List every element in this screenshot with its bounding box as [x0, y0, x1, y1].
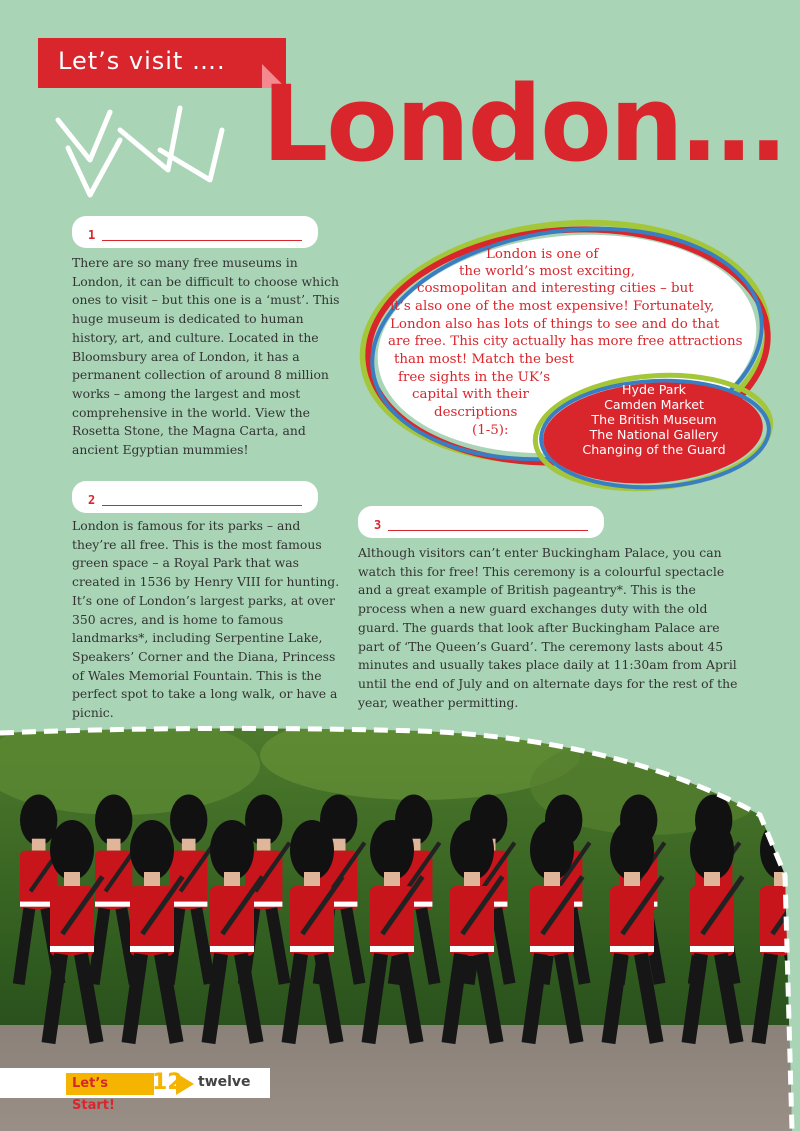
lets-start-badge: Let’s Start!: [66, 1073, 154, 1095]
page-number: 12: [152, 1070, 183, 1095]
option-item: Hyde Park: [622, 382, 686, 397]
intro-line: (1-5):: [472, 423, 509, 438]
header-tab: [38, 38, 286, 88]
intro-line: the world’s most exciting,: [459, 264, 635, 279]
answer-bar-1: [72, 216, 318, 248]
answer-number: 2: [88, 493, 96, 507]
intro-line: descriptions: [434, 405, 518, 420]
header-tab-label: Let’s visit ….: [58, 47, 226, 75]
answer-bar-3: [358, 506, 604, 538]
option-item: The British Museum: [591, 412, 717, 427]
intro-line: free sights in the UK’s: [398, 370, 551, 385]
answer-number: 1: [88, 228, 96, 242]
intro-line: capital with their: [412, 387, 529, 402]
arrows-icon: [50, 100, 230, 210]
answer-line: [388, 530, 588, 531]
answer-line: [102, 505, 302, 506]
page-flag-icon: [176, 1073, 194, 1095]
intro-line: London is one of: [486, 247, 599, 262]
intro-line: cosmopolitan and interesting cities – but: [417, 281, 694, 296]
section-2-text: London is famous for its parks – and they’re all free. This is the most famous green space – a Royal Park that was created in 1536 by Henry VIII for hunting. It’s one of London’s largest parks, at over 350 acres, and is home to famous landmarks*, including Serpentine Lake, Speakers’ Corner and the Diana, Princess of Wales Memorial Fountain. This is the perfect spot to take a long walk, or have a picnic.: [72, 518, 340, 721]
section-1-text: There are so many free museums in London, it can be difficult to choose which ones to visit – but this one is a ‘must’. This huge museum is dedicated to human history, art, and culture. Located in the Bloomsbury area of London, it has a permanent collection of around 8 million works – among the largest and most comprehensive in the world. View the Rosetta Stone, the Magna Carta, and ancient Egyptian mummies!: [72, 255, 340, 458]
option-item: Camden Market: [604, 397, 704, 412]
section-3-text: Although visitors can’t enter Buckingham Palace, you can watch this for free! This ceremony is a colourful spectacle and a great example of British pageantry*. This is the process when a new guard exchanges duty with the old guard. The guards that look after Buckingham Palace are part of ‘The Queen’s Guard’. The ceremony lasts about 45 minutes and usually takes place daily at 11:30am from April until the end of July and on alternate days for the rest of the year, weather permitting.: [358, 545, 738, 710]
page-number-word: twelve: [198, 1074, 251, 1090]
answer-number: 3: [374, 518, 382, 532]
intro-line: than most! Match the best: [394, 352, 574, 367]
answer-line: [102, 240, 302, 241]
intro-line: London also has lots of things to see and do that: [390, 317, 720, 332]
option-item: Changing of the Guard: [582, 442, 726, 457]
intro-line: it’s also one of the most expensive! Fortunately,: [390, 299, 715, 314]
options-list: [545, 382, 763, 457]
answer-bar-2: [72, 481, 318, 513]
page-title: London…: [262, 63, 784, 185]
option-item: The National Gallery: [589, 427, 719, 442]
intro-line: are free. This city actually has more free attractions: [388, 334, 743, 349]
